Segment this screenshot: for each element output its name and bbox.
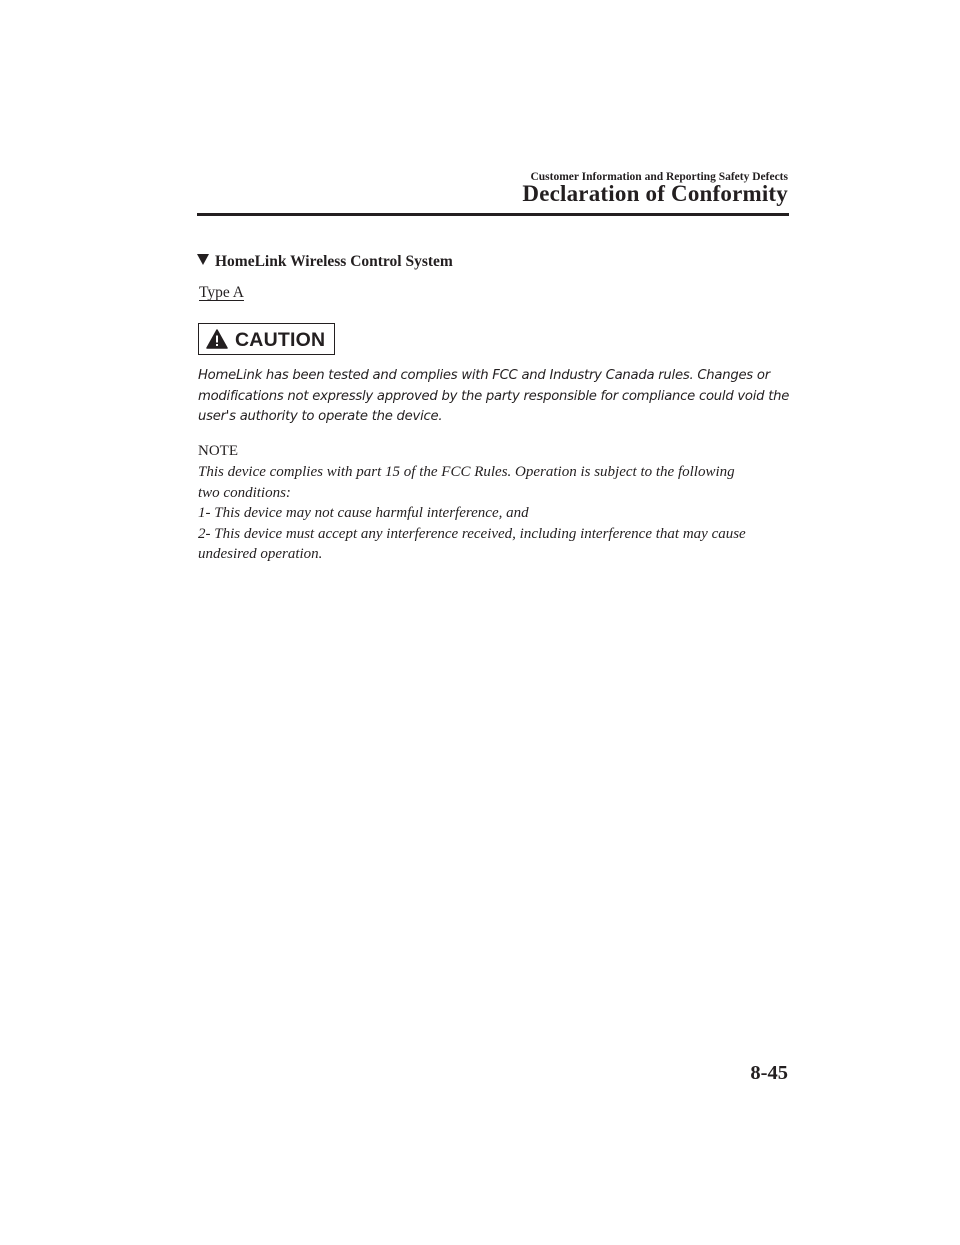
subheading-type-a: Type A (199, 284, 244, 301)
warning-icon (206, 329, 228, 349)
section-heading-text: HomeLink Wireless Control System (215, 253, 453, 270)
note-label: NOTE (198, 443, 238, 459)
note-line: 2- This device must accept any interference received, including interference that may cause (198, 525, 746, 542)
section-heading (197, 253, 453, 271)
caution-line: modifications not expressly approved by the party responsible for compliance could void the (198, 388, 790, 404)
note-line: This device complies with part 15 of the FCC Rules. Operation is subject to the following (198, 464, 735, 480)
caution-line: user's authority to operate the device. (198, 409, 443, 424)
note-line: undesired operation. (198, 546, 323, 562)
caution-banner (198, 323, 335, 355)
note-text (198, 462, 798, 565)
header-divider (197, 213, 789, 216)
caution-label: CAUTION (235, 329, 326, 351)
page-number: 8-45 (750, 1062, 788, 1084)
note-line: two conditions: (198, 484, 291, 501)
caution-line: HomeLink has been tested and complies with FCC and Industry Canada rules. Changes or (198, 368, 770, 383)
section-label: Customer Information and Reporting Safety Defects (530, 171, 788, 183)
caution-text (198, 366, 798, 428)
note-line: 1- This device may not cause harmful interference, and (198, 505, 529, 521)
chapter-title: Declaration of Conformity (522, 181, 788, 206)
triangle-down-icon (197, 254, 209, 265)
